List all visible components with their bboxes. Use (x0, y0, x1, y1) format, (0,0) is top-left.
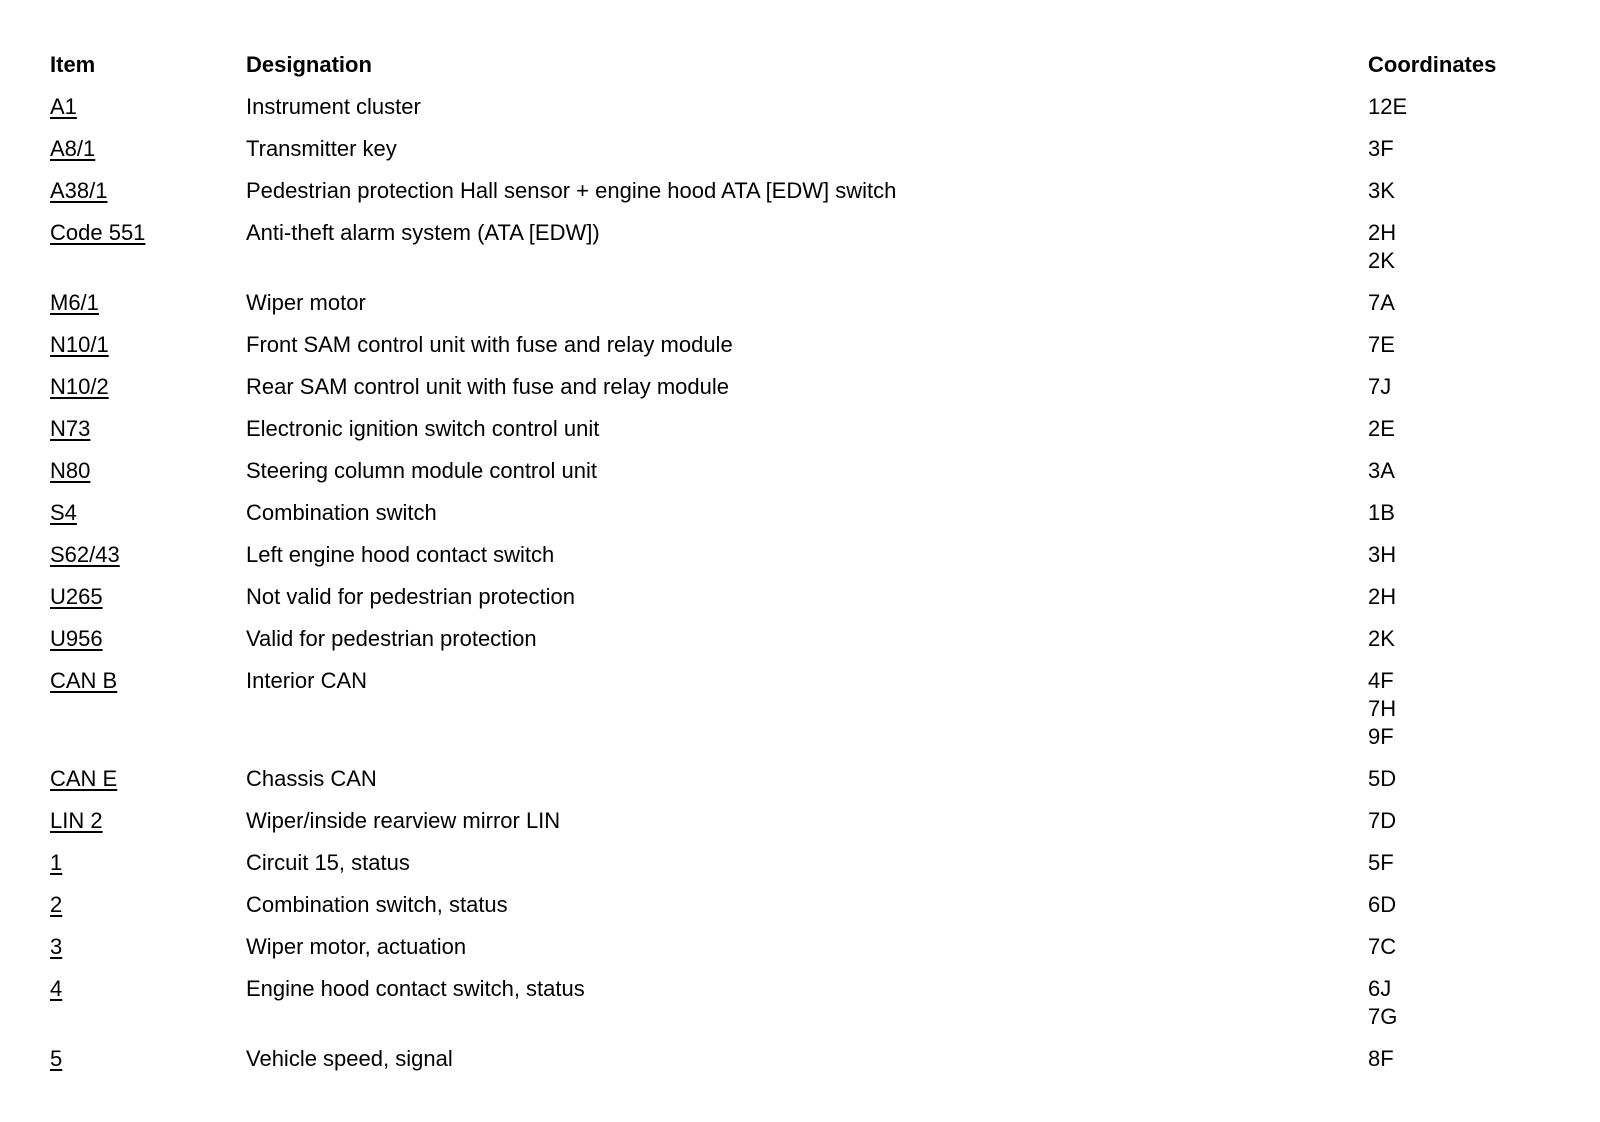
item-cell (50, 926, 246, 961)
coordinate-value: 2K (1368, 248, 1395, 273)
item-link[interactable]: N80 (50, 458, 91, 483)
item-link[interactable]: CAN B (50, 668, 118, 693)
coordinate-value: 2H (1368, 220, 1397, 245)
item-cell (50, 128, 246, 163)
coordinates-cell (1368, 884, 1560, 919)
item-link[interactable]: Code 551 (50, 220, 146, 245)
item-cell (50, 534, 246, 569)
coordinates-cell (1368, 212, 1560, 275)
coordinate-value: 6D (1368, 892, 1397, 917)
item-cell (50, 170, 246, 205)
coordinates-cell (1368, 968, 1560, 1031)
coordinates-cell (1368, 576, 1560, 611)
coordinates-cell (1368, 492, 1560, 527)
coordinate-value: 7C (1368, 934, 1397, 959)
item-cell (50, 842, 246, 877)
coordinates-cell (1368, 408, 1560, 443)
designation-cell: Combination switch, status (246, 892, 508, 917)
coordinate-value: 3K (1368, 178, 1395, 203)
item-link[interactable]: N10/1 (50, 332, 109, 357)
table-row (50, 366, 1560, 408)
item-cell (50, 282, 246, 317)
coordinate-value: 3A (1368, 458, 1395, 483)
designation-cell: Left engine hood contact switch (246, 542, 555, 567)
table-row (50, 926, 1560, 968)
coordinates-cell (1368, 170, 1560, 205)
coordinate-value: 9F (1368, 724, 1394, 749)
coordinate-value: 7G (1368, 1004, 1398, 1029)
coordinate-value: 7A (1368, 290, 1395, 315)
designation-cell: Anti-theft alarm system (ATA [EDW]) (246, 220, 600, 245)
table-row (50, 968, 1560, 1038)
designation-cell: Instrument cluster (246, 94, 421, 119)
coordinates-cell (1368, 282, 1560, 317)
table-row (50, 128, 1560, 170)
item-cell (50, 576, 246, 611)
item-cell (50, 408, 246, 443)
designation-cell: Wiper motor, actuation (246, 934, 467, 959)
item-cell (50, 660, 246, 695)
legend-table (50, 44, 1560, 1080)
designation-cell: Circuit 15, status (246, 850, 410, 875)
item-cell (50, 86, 246, 121)
item-link[interactable]: 2 (50, 892, 63, 917)
designation-cell: Combination switch (246, 500, 437, 525)
item-link[interactable]: M6/1 (50, 290, 99, 315)
item-link[interactable]: U265 (50, 584, 103, 609)
item-link[interactable]: LIN 2 (50, 808, 103, 833)
coordinate-value: 5D (1368, 766, 1397, 791)
item-cell (50, 366, 246, 401)
header-coordinates: Coordinates (1368, 52, 1497, 77)
designation-cell: Chassis CAN (246, 766, 377, 791)
coordinates-cell (1368, 366, 1560, 401)
table-row (50, 800, 1560, 842)
item-link[interactable]: A1 (50, 94, 77, 119)
item-link[interactable]: CAN E (50, 766, 118, 791)
coordinate-value: 5F (1368, 850, 1394, 875)
coordinate-value: 2H (1368, 584, 1397, 609)
coordinates-cell (1368, 618, 1560, 653)
coordinate-value: 7J (1368, 374, 1392, 399)
table-row (50, 618, 1560, 660)
item-cell (50, 800, 246, 835)
item-cell (50, 968, 246, 1003)
designation-cell: Electronic ignition switch control unit (246, 416, 600, 441)
coordinate-value: 3F (1368, 136, 1394, 161)
table-row (50, 534, 1560, 576)
item-link[interactable]: 3 (50, 934, 63, 959)
coordinate-value: 7D (1368, 808, 1397, 833)
designation-cell: Front SAM control unit with fuse and relay module (246, 332, 733, 357)
item-cell (50, 450, 246, 485)
table-row (50, 86, 1560, 128)
item-link[interactable]: N10/2 (50, 374, 109, 399)
coordinate-value: 3H (1368, 542, 1397, 567)
table-row (50, 660, 1560, 758)
header-item: Item (50, 52, 96, 77)
coordinate-value: 4F (1368, 668, 1394, 693)
designation-cell: Rear SAM control unit with fuse and relay module (246, 374, 730, 399)
table-row (50, 758, 1560, 800)
item-cell (50, 212, 246, 247)
designation-cell: Valid for pedestrian protection (246, 626, 537, 651)
coordinate-value: 8F (1368, 1046, 1394, 1071)
designation-cell: Steering column module control unit (246, 458, 597, 483)
designation-cell: Vehicle speed, signal (246, 1046, 453, 1071)
table-header (50, 44, 1560, 86)
designation-cell: Interior CAN (246, 668, 368, 693)
coordinate-value: 1B (1368, 500, 1395, 525)
coordinates-cell (1368, 128, 1560, 163)
designation-cell: Wiper/inside rearview mirror LIN (246, 808, 561, 833)
coordinates-cell (1368, 842, 1560, 877)
coordinate-value: 6J (1368, 976, 1392, 1001)
item-link[interactable]: 5 (50, 1046, 63, 1071)
coordinates-cell (1368, 450, 1560, 485)
item-link[interactable]: 4 (50, 976, 63, 1001)
item-link[interactable]: A38/1 (50, 178, 108, 203)
table-row (50, 1038, 1560, 1080)
coordinates-cell (1368, 534, 1560, 569)
item-link[interactable]: S62/43 (50, 542, 120, 567)
coordinates-cell (1368, 660, 1560, 751)
item-link[interactable]: A8/1 (50, 136, 96, 161)
table-body (50, 86, 1560, 1080)
coordinate-value: 12E (1368, 94, 1408, 119)
item-link[interactable]: N73 (50, 416, 91, 441)
table-row (50, 576, 1560, 618)
header-designation: Designation (246, 52, 372, 77)
coordinates-cell (1368, 1038, 1560, 1073)
coordinates-cell (1368, 800, 1560, 835)
designation-cell: Engine hood contact switch, status (246, 976, 585, 1001)
table-row (50, 450, 1560, 492)
item-link[interactable]: S4 (50, 500, 77, 525)
table-row (50, 842, 1560, 884)
designation-cell: Not valid for pedestrian protection (246, 584, 575, 609)
designation-cell: Pedestrian protection Hall sensor + engine hood ATA [EDW] switch (246, 178, 897, 203)
coordinates-cell (1368, 758, 1560, 793)
item-link[interactable]: U956 (50, 626, 103, 651)
designation-cell: Transmitter key (246, 136, 397, 161)
item-cell (50, 618, 246, 653)
coordinates-cell (1368, 86, 1560, 121)
coordinate-value: 7H (1368, 696, 1397, 721)
item-cell (50, 884, 246, 919)
coordinates-cell (1368, 926, 1560, 961)
table-row (50, 212, 1560, 282)
item-cell (50, 1038, 246, 1073)
coordinate-value: 7E (1368, 332, 1395, 357)
table-row (50, 324, 1560, 366)
item-cell (50, 758, 246, 793)
table-row (50, 492, 1560, 534)
item-cell (50, 492, 246, 527)
table-row (50, 170, 1560, 212)
coordinate-value: 2E (1368, 416, 1395, 441)
item-link[interactable]: 1 (50, 850, 63, 875)
table-row (50, 408, 1560, 450)
table-row (50, 884, 1560, 926)
coordinate-value: 2K (1368, 626, 1395, 651)
table-row (50, 282, 1560, 324)
item-cell (50, 324, 246, 359)
designation-cell: Wiper motor (246, 290, 366, 315)
coordinates-cell (1368, 324, 1560, 359)
